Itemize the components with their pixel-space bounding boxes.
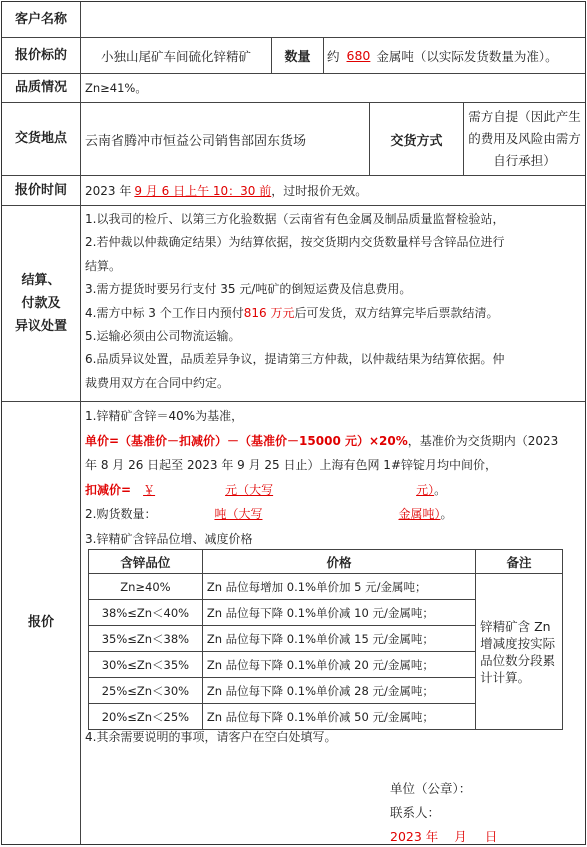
contact-person[interactable]: 联系人： (390, 805, 441, 820)
price-cell: Zn 品位每下降 0.1%单价减 10 元/金属吨； (202, 600, 475, 626)
settlement-label-line-3: 异议处置 (14, 319, 67, 334)
target-row (2, 38, 585, 74)
note-header: 备注 (476, 550, 563, 574)
settlement-item-4 (85, 302, 579, 325)
quantity-amount: 680 (346, 48, 371, 63)
price-cell: Zn 品位每下降 0.1%单价减 28 元/金属吨； (202, 678, 475, 704)
quote-time-row (2, 176, 585, 206)
quote-time-date: 9 月 6 日上午 10：30 前 (134, 184, 272, 198)
pricing-formula-rest: ，基准价为交货期内（2023 (407, 433, 559, 448)
grade-cell: 25%≤Zn＜30% (89, 678, 203, 704)
sign-date-month: 月 (454, 829, 467, 844)
target-value: 小独山尾矿车间硫化锌精矿 (81, 38, 272, 73)
settlement-item-3: 3.需方提货时要另行支付 35 元/吨矿的倒短运费及信息费用。 (85, 282, 412, 297)
purchase-label: 2.购货数量： (85, 507, 157, 521)
grade-cell: 20%≤Zn＜25% (89, 704, 203, 730)
grade-title: 3.锌精矿含锌品位增、减度价格 (85, 531, 253, 546)
settlement-item-5: 5.运输必须由公司物流运输。 (85, 329, 241, 344)
quote-time-suffix: ，过时报价无效。 (271, 184, 368, 198)
quantity-label: 数量 (272, 38, 324, 73)
settlement-row (2, 206, 585, 402)
settlement-item-6a: 6.品质异议处置，品质差异争议，提请第三方仲裁，以仲裁结果为结算依据。仲 (85, 352, 505, 367)
pricing-formula: 单价=（基准价－扣减价）－（基准价－15000 元）×20% (85, 433, 408, 448)
settlement-item-4-pre: 4.需方中标 3 个工作日内预付 (85, 305, 244, 320)
sign-date-day: 日 (484, 829, 498, 844)
quantity-value (324, 38, 585, 73)
quote-time-label: 报价时间 (2, 176, 81, 205)
pricing-row (2, 402, 585, 844)
quantity-suffix: 金属吨（以实际发货数量为准）。 (376, 48, 558, 64)
customer-label: 客户名称 (2, 2, 81, 37)
deduct-end: 元） (416, 482, 435, 497)
deduct-line[interactable] (85, 478, 581, 503)
purchase-blank[interactable] (156, 507, 440, 521)
grade-cell: 35%≤Zn＜38% (89, 626, 203, 652)
grade-cell: 38%≤Zn＜40% (89, 600, 203, 626)
settlement-item-1: 1.以我司的检斤、以第三方化验数据（云南省有色金属及制品质量监督检验站， (85, 212, 505, 226)
price-cell: Zn 品位每下降 0.1%单价减 20 元/金属吨； (202, 652, 475, 678)
grade-cell: Zn≥40% (89, 574, 203, 600)
purchase-mid: 吨（大写 (214, 507, 263, 521)
deduct-blank[interactable] (131, 483, 434, 497)
sign-date[interactable] (390, 827, 497, 845)
pricing-period: 年 8 月 26 日起至 2023 年 9 月 25 日止）上海有色网 1#锌锭月均中间价， (85, 458, 497, 472)
purchase-period: 。 (440, 507, 453, 521)
grade-note: 锌精矿含 Zn 增减度按实际品位数分段累计计算。 (476, 574, 563, 730)
delivery-value: 云南省腾冲市恒益公司销售部固东货场 (81, 103, 370, 175)
quotation-form (1, 1, 586, 845)
delivery-row (2, 103, 585, 176)
deduct-yen: ￥ (143, 482, 156, 497)
settlement-item-2b: 结算。 (85, 258, 122, 273)
purchase-line[interactable] (85, 502, 581, 527)
settlement-label-line-1: 结算、 (21, 273, 61, 288)
delivery-label: 交货地点 (2, 103, 81, 175)
pricing-base: 1.锌精矿含锌＝40%为基准， (85, 409, 244, 423)
purchase-end: 金属吨） (398, 507, 441, 521)
pricing-label: 报价 (2, 402, 81, 844)
price-cell: Zn 品位每增加 0.1%单价加 5 元/金属吨； (202, 574, 475, 600)
quote-time-value (81, 176, 585, 205)
advance-payment-amount: 816 万元 (243, 305, 295, 320)
grade-header: 含锌品位 (89, 550, 203, 574)
quote-time-year: 2023 年 (85, 184, 132, 198)
quality-label: 品质情况 (2, 74, 81, 102)
pricing-body (85, 404, 581, 551)
quality-value: Zn≥41%。 (85, 81, 147, 95)
customer-value[interactable] (81, 2, 585, 37)
delivery-method-value: 需方自提（因此产生的费用及风险由需方自行承担） (468, 109, 581, 168)
delivery-method-label: 交货方式 (370, 103, 464, 175)
price-cell: Zn 品位每下降 0.1%单价减 15 元/金属吨； (202, 626, 475, 652)
settlement-label (2, 206, 81, 401)
quantity-prefix: 约 (327, 48, 340, 64)
deduct-mid: 元（大写 (225, 482, 274, 497)
settlement-label-line-2: 付款及 (21, 296, 61, 311)
settlement-body (85, 208, 579, 395)
seal-unit[interactable]: 单位（公章）： (390, 781, 472, 796)
customer-row (2, 2, 585, 38)
grade-cell: 30%≤Zn＜35% (89, 652, 203, 678)
deduct-label: 扣减价= (85, 482, 132, 497)
price-header: 价格 (202, 550, 475, 574)
pricing-item-4: 4.其余需要说明的事项，请客户在空白处填写。 (85, 730, 337, 744)
grade-table-row (89, 574, 563, 600)
settlement-item-6b: 裁费用双方在合同中约定。 (85, 375, 230, 390)
deduct-period: 。 (434, 482, 447, 497)
settlement-item-4-post: 后可发货，双方结算完毕后票款结清。 (294, 305, 499, 320)
price-cell: Zn 品位每下降 0.1%单价减 50 元/金属吨； (202, 704, 475, 730)
pricing-formula-line (85, 429, 581, 454)
target-label: 报价标的 (2, 38, 81, 73)
grade-table-header (89, 550, 563, 574)
grade-price-table (88, 549, 563, 730)
settlement-item-2a: 2.若仲裁以仲裁确定结果）为结算依据，按交货期内交货数量样号含锌品位进行 (85, 235, 505, 250)
sign-date-year: 2023 年 (390, 829, 439, 844)
quality-row (2, 74, 585, 103)
